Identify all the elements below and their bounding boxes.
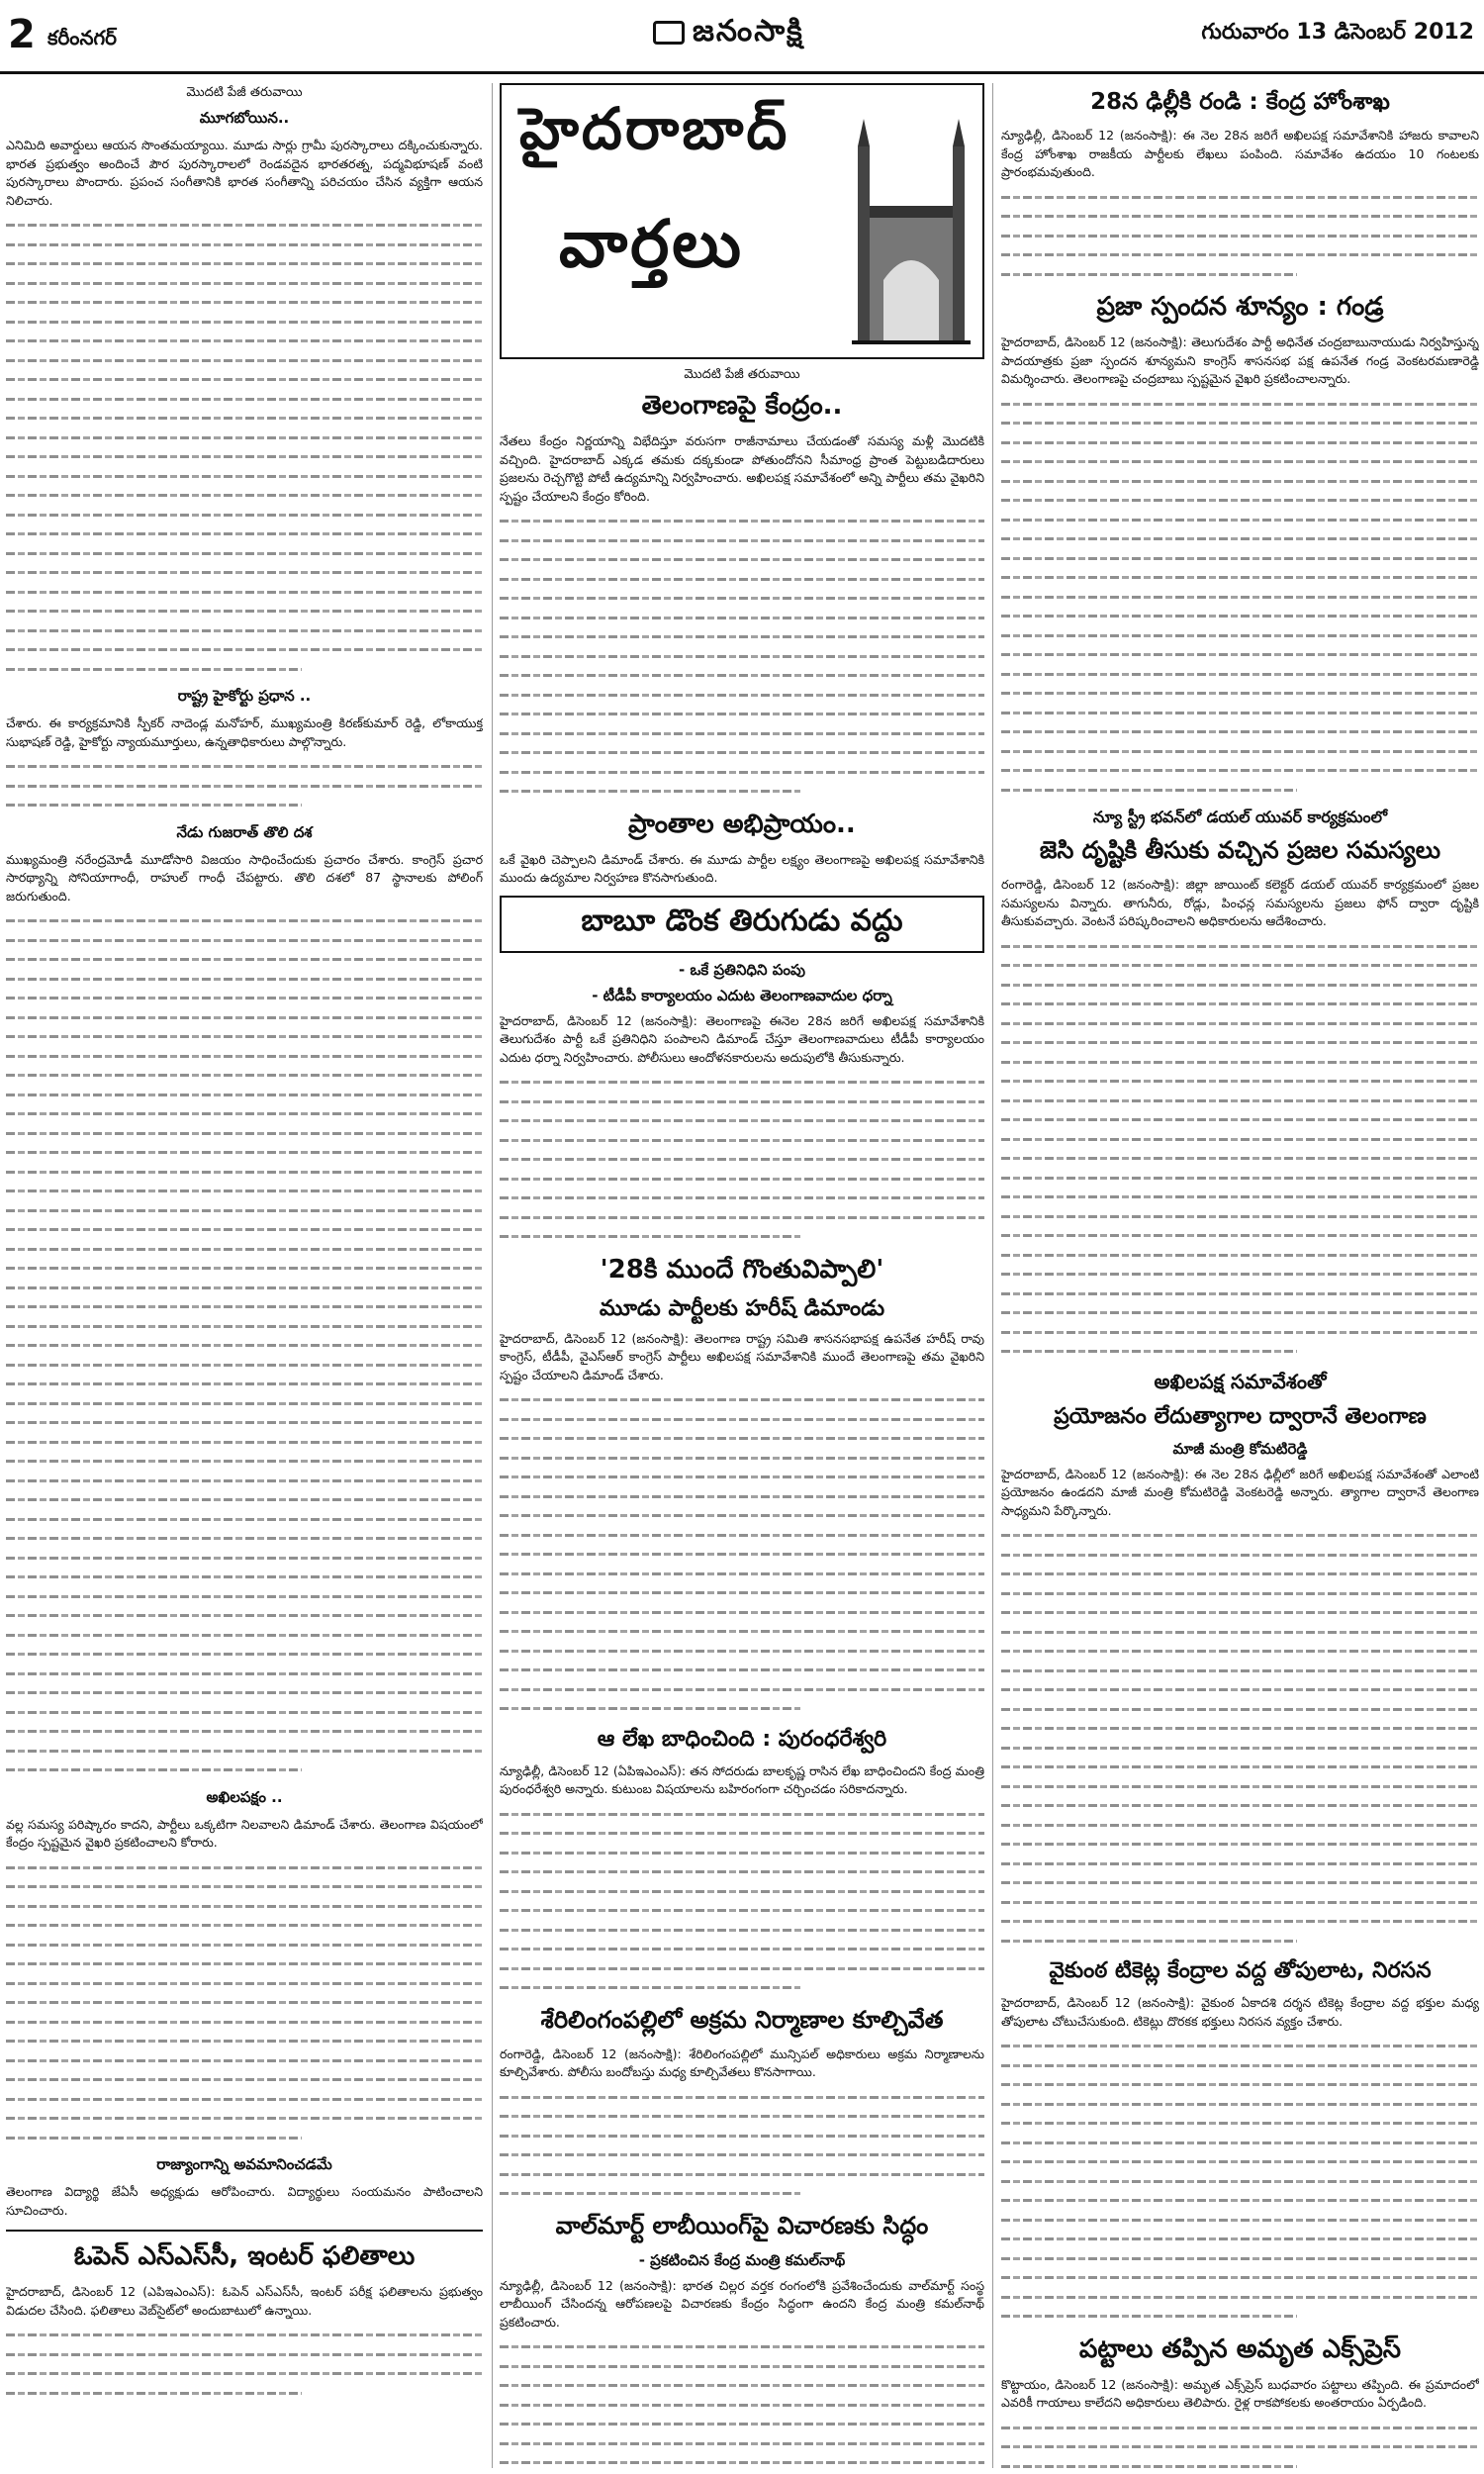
boxed-headline: బాబూ డొంక తిరుగుడు వద్దు bbox=[500, 896, 984, 953]
article-body: న్యూఢిల్లీ, డిసెంబర్ 12 (జనంసాక్షి): భారత చిల్లర వర్తక రంగంలోకి ప్రవేశించేందుకు వాల్‌మార్ట్ సంస్థ లాబీయింగ్ చేసిందన్న ఆరోపణలపై విచారణకు కేంద్రం సిద్ధంగా ఉందని కేంద్ర మంత్రి కమల్‌నాథ్ ప్రకటించారు. bbox=[500, 2277, 984, 2330]
headline: ప్రజా స్పందన శూన్యం : గండ్ర bbox=[1096, 292, 1384, 322]
headline: ప్రయోజనం లేదుత్యాగాల ద్వారానే తెలంగాణ bbox=[1054, 1403, 1427, 1429]
article-text-lines bbox=[6, 757, 483, 815]
article-body: హైదరాబాద్, డిసెంబర్ 12 (జనంసాక్షి): తెలుగుదేశం పార్టీ అధినేత చంద్రబాబునాయుడు నిర్వహిస్తున్న పాదయాత్రకు ప్రజా స్పందన శూన్యమని కాంగ్రెస్ శాసనసభ పక్ష ఉపనేత గండ్ర వెంకటరమణారెడ్డి విమర్శించారు. తెలంగాణపై చంద్రబాబు స్పష్టమైన వైఖరి ప్రకటించాలన్నారు. bbox=[1001, 334, 1479, 386]
banner-title: హైదరాబాద్ bbox=[519, 95, 790, 162]
headline: ఓపెన్ ఎస్ఎస్‌సీ, ఇంటర్ ఫలితాలు bbox=[73, 2241, 416, 2271]
subheadline: మాజీ మంత్రి కోమటిరెడ్డి bbox=[1172, 1439, 1308, 1458]
kicker: న్యూ స్ట్రీ భవన్‌లో డయల్ యువర్ కార్యక్రమంలో bbox=[1092, 808, 1388, 826]
page-header bbox=[0, 0, 1484, 81]
article-body: హైదరాబాద్, డిసెంబర్ 12 (జనంసాక్షి): తెలంగాణ రాష్ట్ర సమితి శాసనసభాపక్ష ఉపనేత హరీష్ రావు కాంగ్రెస్, టీడీపీ, వైఎస్ఆర్ కాంగ్రెస్ పార్టీలు అఖిలపక్ష సమావేశానికి ముందే తెలంగాణపై తమ వైఖరిని స్పష్టం చేయాలని డిమాండ్ చేశారు. bbox=[500, 1330, 984, 1382]
column-rule bbox=[992, 83, 993, 2468]
article-text-lines bbox=[6, 1858, 483, 2148]
article-text-lines bbox=[500, 1390, 984, 1719]
subheadline: మూడు పార్టీలకు హరీష్ డిమాండు bbox=[599, 1295, 885, 1321]
continued-label: మొదటి పేజీ తరువాయి bbox=[684, 367, 800, 382]
divider bbox=[6, 2230, 483, 2232]
subheadline: - ఒకే ప్రతినిధిని పంపు bbox=[679, 960, 805, 979]
banner-subtitle: వార్తలు bbox=[559, 206, 744, 282]
issue-date: గురువారం 13 డిసెంబర్ 2012 bbox=[1201, 20, 1474, 45]
article-text-lines bbox=[6, 216, 483, 679]
section-name: కరీంనగర్ bbox=[47, 26, 117, 49]
article-text-lines bbox=[500, 1805, 984, 1998]
headline: '28కి ముందే గొంతువిప్పాలి' bbox=[600, 1254, 884, 1285]
headline: వైకుంఠ టికెట్ల కేంద్రాల వద్ద తోపులాట, నిరసన bbox=[1049, 1958, 1432, 1983]
article-body: ముఖ్యమంత్రి నరేంద్రమోడీ మూడోసారి విజయం సాధించేందుకు ప్రచారం చేశారు. కాంగ్రెస్ ప్రచార సారథ్యాన్ని సోనియాగాంధీ, రాహుల్ గాంధీ చేపట్టారు. తొలి దశలో 87 స్థానాలకు పోలింగ్ జరుగుతుంది. bbox=[6, 851, 483, 904]
headline: నేడు గుజరాత్ తొలి దశ bbox=[176, 822, 313, 841]
article-body: చేశారు. ఈ కార్యక్రమానికి స్పీకర్ నాదెండ్ల మనోహర్, ముఖ్యమంత్రి కిరణ్‌కుమార్ రెడ్డి, లోకాయుక్త సుభాషణ్ రెడ్డి, హైకోర్టు న్యాయమూర్తులు, ఉన్నతాధికారులు పాల్గొన్నారు. bbox=[6, 715, 483, 749]
article-body: హైదరాబాద్, డిసెంబర్ 12 (జనంసాక్షి): ఈ నెల 28న ఢిల్లీలో జరిగే అఖిలపక్ష సమావేశంతో ఎలాంటి ప్రయోజనం ఉండదని మాజీ మంత్రి కోమటిరెడ్డి వెంకటరెడ్డి అన్నారు. త్యాగాల ద్వారానే తెలంగాణ సాధ్యమని పేర్కొన్నారు. bbox=[1001, 1466, 1479, 1518]
article-body: నేతలు కేంద్రం నిర్ణయాన్ని విభేదిస్తూ వరుసగా రాజీనామాలు చేయడంతో సమస్య మళ్లీ మొదటికి వచ్చింది. హైదరాబాద్ ఎక్కడ తమకు దక్కకుండా పోతుందోనని సీమాంధ్ర ప్రాంత పెట్టుబడిదారులు ప్రజలను రెచ్చగొట్టి పోటీ ఉద్యమాన్ని నిర్వహించారు. అఖిలపక్ష సమావేశంలో అన్ని పార్టీలు తమ వైఖరిని స్పష్టం చేయాలని కేంద్రం కోరింది. bbox=[500, 433, 984, 504]
article-text-lines bbox=[500, 512, 984, 802]
hyderabad-news-banner bbox=[500, 83, 984, 359]
article-text-lines bbox=[1001, 2419, 1479, 2469]
article-text-lines bbox=[500, 2088, 984, 2204]
masthead-logo-icon bbox=[653, 21, 685, 45]
article-body: న్యూఢిల్లీ, డిసెంబర్ 12 (జనంసాక్షి): ఈ నెల 28న జరిగే అఖిలపక్ష సమావేశానికి హాజరు కావాలని కేంద్ర హోంశాఖ రాజకీయ పార్టీలకు లేఖలు పంపింది. సమావేశం ఉదయం 10 గంటలకు ప్రారంభమవుతుంది. bbox=[1001, 128, 1479, 179]
article-body: రంగారెడ్డి, డిసెంబర్ 12 (జనంసాక్షి): జిల్లా జాయింట్ కలెక్టర్ డయల్ యువర్ కార్యక్రమంలో ప్రజల సమస్యలను విన్నారు. తాగునీరు, రోడ్లు, పింఛన్ల సమస్యలను ప్రజలు ఫోన్ ద్వారా దృష్టికి తీసుకువచ్చారు. వెంటనే పరిష్కరించాలని అధికారులను ఆదేశించారు. bbox=[1001, 877, 1479, 928]
headline: ఆ లేఖ బాధించింది : పురంధరేశ్వరి bbox=[597, 1726, 887, 1752]
masthead-title: జనంసాక్షి bbox=[693, 14, 804, 48]
charminar-image bbox=[852, 107, 971, 344]
kicker: అఖిలపక్ష సమావేశంతో bbox=[1154, 1369, 1327, 1393]
column-rule bbox=[492, 83, 493, 2468]
article-body: న్యూఢిల్లీ, డిసెంబర్ 12 (ఏపిఇఎంఎస్): తన సోదరుడు బాలకృష్ణ రాసిన లేఖ బాధించిందని కేంద్ర మంత్రి పురంధరేశ్వరి అన్నారు. కుటుంబ విషయాలను బహిరంగంగా చర్చించడం సరికాదన్నారు. bbox=[500, 1762, 984, 1796]
headline: పట్టాలు తప్పిన అమృత ఎక్స్‌ప్రెస్ bbox=[1078, 2333, 1402, 2364]
subheadline: - ప్రకటించిన కేంద్ర మంత్రి కమల్‌నాథ్ bbox=[638, 2250, 846, 2269]
column-left bbox=[6, 83, 483, 2468]
article-body: రంగారెడ్డి, డిసెంబర్ 12 (జనంసాక్షి): శేరిలింగంపల్లిలో మున్సిపల్ అధికారులు అక్రమ నిర్మాణాలను కూల్చివేశారు. పోలీసు బందోబస్తు మధ్య కూల్చివేతలు కొనసాగాయి. bbox=[500, 2046, 984, 2079]
article-text-lines bbox=[500, 1073, 984, 1247]
header-rule bbox=[0, 71, 1484, 74]
headline: మూగబోయిన.. bbox=[199, 109, 290, 127]
article-body: ఎనిమిది అవార్డులు ఆయన సొంతమయ్యాయి. మూడు సార్లు గ్రామీ పురస్కారాలు దక్కించుకున్నారు. భారత ప్రభుత్వం అందించే పౌర పురస్కారాలలో రెండవదైన భారతరత్న, పద్మవిభూషణ్ వంటి పురస్కారాలు పొందారు. ప్రపంచ సంగీతానికి భారత సంగీతాన్ని పరిచయం చేసిన వ్యక్తిగా ఆయన నిలిచారు. bbox=[6, 138, 483, 208]
headline: రాష్ట్ర హైకోర్టు ప్రధాన .. bbox=[177, 687, 312, 705]
article-text-lines bbox=[6, 2326, 483, 2403]
continued-label: మొదటి పేజీ తరువాయి bbox=[186, 85, 303, 100]
headline: జెసి దృష్టికి తీసుకు వచ్చిన ప్రజల సమస్యలు bbox=[1039, 836, 1441, 864]
headline: 28న ఢిల్లీకి రండి : కేంద్ర హోంశాఖ bbox=[1090, 89, 1390, 115]
article-text-lines bbox=[500, 2337, 984, 2468]
masthead bbox=[653, 14, 804, 55]
page-number: 2 bbox=[8, 12, 36, 57]
article-body: వల్ల సమస్య పరిష్కారం కాదని, పార్టీలు ఒక్కటిగా నిలవాలని డిమాండ్ చేశారు. తెలంగాణ విషయంలో కేంద్రం స్పష్టమైన వైఖరి ప్రకటించాలని కోరారు. bbox=[6, 1816, 483, 1850]
subheadline: - టీడీపీ కార్యాలయం ఎదుట తెలంగాణవాదుల ధర్నా bbox=[592, 986, 892, 1004]
article-text-lines bbox=[6, 911, 483, 1780]
article-body: హైదరాబాద్, డిసెంబర్ 12 (జనంసాక్షి): తెలంగాణపై ఈనెల 28న జరిగే అఖిలపక్ష సమావేశానికి తెలుగుదేశం పార్టీ ఒకే ప్రతినిధిని పంపాలని డిమాండ్ చేస్తూ తెలంగాణవాదులు టీడీపీ కార్యాలయం ఎదుట ధర్నా నిర్వహించారు. పోలీసులు ఆందోళనకారులను అదుపులోకి తీసుకున్నారు. bbox=[500, 1012, 984, 1065]
article-text-lines bbox=[1001, 2037, 1479, 2327]
article-text-lines bbox=[1001, 1526, 1479, 1951]
article-text-lines bbox=[1001, 937, 1479, 1362]
column-right bbox=[1001, 83, 1479, 2468]
headline: రాజ్యాంగాన్ని అవమానించడమే bbox=[156, 2155, 332, 2173]
headline: అఖిలపక్షం .. bbox=[206, 1787, 283, 1806]
headline: శేరిలింగంపల్లిలో అక్రమ నిర్మాణాల కూల్చివేత bbox=[540, 2005, 944, 2034]
headline: తెలంగాణపై కేంద్రం.. bbox=[641, 391, 843, 421]
article-body: కొట్టాయం, డిసెంబర్ 12 (జనంసాక్షి): అమృత ఎక్స్‌ప్రెస్ బుధవారం పట్టాలు తప్పింది. ఈ ప్రమాదంలో ఎవరికీ గాయాలు కాలేదని అధికారులు తెలిపారు. రైళ్ల రాకపోకలకు అంతరాయం ఏర్పడింది. bbox=[1001, 2376, 1479, 2410]
column-middle bbox=[500, 83, 984, 2468]
article-text-lines bbox=[1001, 395, 1479, 801]
article-body: తెలంగాణ విద్యార్థి జేఏసీ అధ్యక్షుడు ఆరోపించారు. విద్యార్థులు సంయమనం పాటించాలని సూచించారు. bbox=[6, 2184, 483, 2218]
headline: ప్రాంతాల అభిప్రాయం.. bbox=[628, 809, 856, 839]
article-body: హైదరాబాద్, డిసెంబర్ 12 (ఎపిఇఎంఎస్): ఓపెన్ ఎస్ఎస్‌సీ, ఇంటర్ పరీక్ష ఫలితాలను ప్రభుత్వం విడుదల చేసింది. ఫలితాలు వెబ్‌సైట్‌లో అందుబాటులో ఉన్నాయి. bbox=[6, 2284, 483, 2318]
article-body: ఒకే వైఖరి చెప్పాలని డిమాండ్ చేశారు. ఈ మూడు పార్టీల లక్ష్యం తెలంగాణపై అఖిలపక్ష సమావేశానికి ముందు ఉద్యమాల నిర్వహణ కొనసాగుతుంది. bbox=[500, 851, 984, 885]
headline: వాల్‌మార్ట్ లాబీయింగ్‌పై విచారణకు సిద్ధం bbox=[555, 2211, 929, 2239]
article-body: హైదరాబాద్, డిసెంబర్ 12 (జనంసాక్షి): వైకుంఠ ఏకాదశి దర్శన టికెట్ల కేంద్రాల వద్ద భక్తుల మధ్య తోపులాట చోటుచేసుకుంది. టికెట్లు దొరకక భక్తులు నిరసన వ్యక్తం చేశారు. bbox=[1001, 1995, 1479, 2029]
article-text-lines bbox=[1001, 188, 1479, 285]
